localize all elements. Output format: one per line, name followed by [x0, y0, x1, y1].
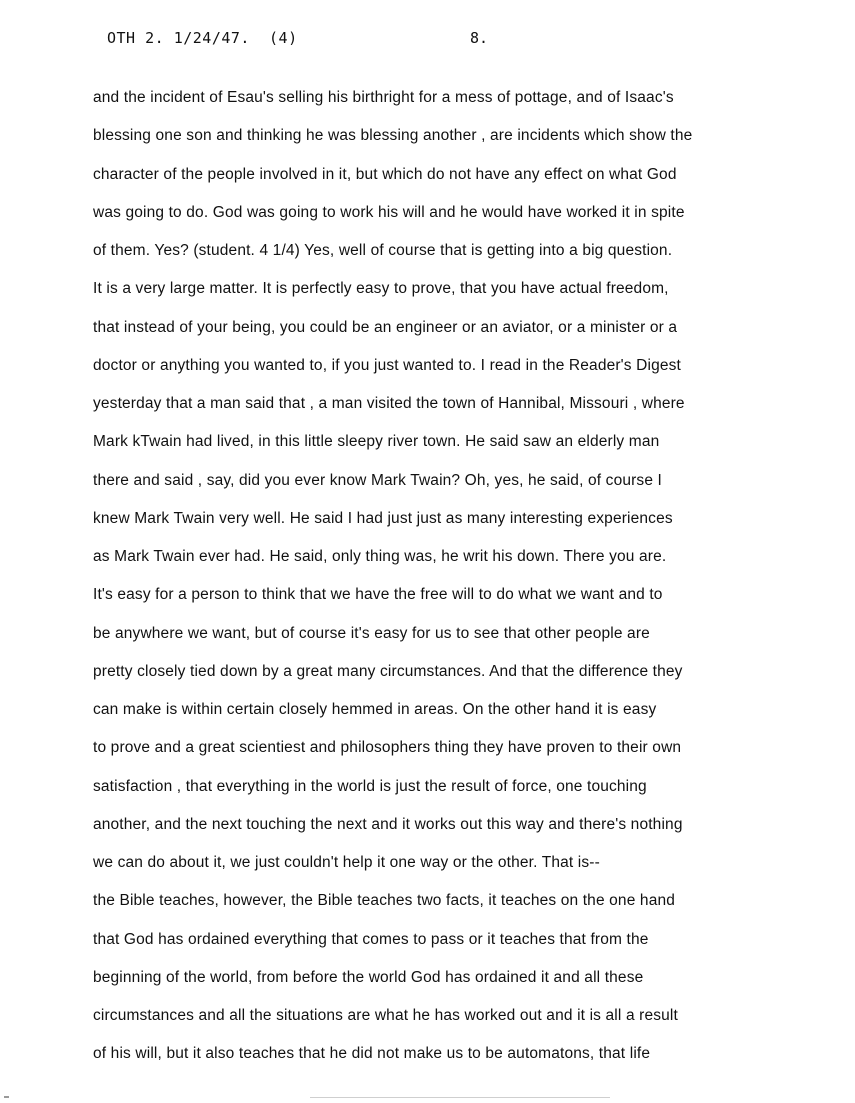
text-line: yesterday that a man said that , a man visited the town of Hannibal, Missouri , where — [93, 395, 685, 412]
text-line: satisfaction , that everything in the world is just the result of force, one touching — [93, 777, 647, 795]
scan-edge-line — [310, 1097, 610, 1098]
text-line: that instead of your being, you could be an engineer or an aviator, or a minister or a — [93, 318, 678, 336]
text-line: to prove and a great scientiest and philosophers thing they have proven to their own — [93, 739, 682, 757]
text-line: doctor or anything you wanted to, if you just wanted to. I read in the Reader's Digest — [93, 356, 681, 374]
text-line: of them. Yes? (student. 4 1/4) Yes, well of course that is getting into a big question. — [93, 242, 673, 259]
text-line: It's easy for a person to think that we have the free will to do what we want and to — [93, 586, 663, 604]
text-line: character of the people involved in it, but which do not have any effect on what God — [93, 165, 677, 183]
text-line: Mark kTwain had lived, in this little sleepy river town. He said saw an elderly man — [93, 433, 660, 451]
text-line: we can do about it, we just couldn't help it one way or the other. That is-- — [93, 854, 600, 871]
text-line: as Mark Twain ever had. He said, only thing was, he writ his down. There you are. — [93, 548, 667, 565]
text-line: be anywhere we want, but of course it's easy for us to see that other people are — [93, 624, 650, 642]
text-line: knew Mark Twain very well. He said I had just just as many interesting experiences — [93, 509, 673, 527]
document-reference: OTH 2. 1/24/47. (4) — [107, 29, 298, 47]
text-line: can make is within certain closely hemmed in areas. On the other hand it is easy — [93, 701, 657, 718]
text-line: pretty closely tied down by a great many circumstances. And that the difference they — [93, 662, 683, 680]
page-number: 8. — [470, 29, 489, 47]
text-line: circumstances and all the situations are what he has worked out and it is all a result — [93, 1007, 678, 1024]
text-line: It is a very large matter. It is perfectly easy to prove, that you have actual freedom, — [93, 280, 669, 298]
text-line: the Bible teaches, however, the Bible teaches two facts, it teaches on the one hand — [93, 892, 676, 910]
text-line: beginning of the world, from before the world God has ordained it and all these — [93, 968, 644, 986]
scan-speck — [4, 1096, 9, 1098]
text-line: and the incident of Esau's selling his birthright for a mess of pottage, and of Isaac's — [93, 89, 674, 106]
text-line: was going to do. God was going to work his will and he would have worked it in spite — [93, 203, 685, 221]
text-line: blessing one son and thinking he was blessing another , are incidents which show the — [93, 127, 693, 145]
text-line: another, and the next touching the next and it works out this way and there's nothing — [93, 815, 683, 833]
transcript-body — [93, 86, 838, 1081]
text-line: there and said , say, did you ever know Mark Twain? Oh, yes, he said, of course I — [93, 471, 662, 489]
text-line: that God has ordained everything that comes to pass or it teaches that from the — [93, 930, 649, 948]
text-line: of his will, but it also teaches that he did not make us to be automatons, that life — [93, 1045, 651, 1063]
